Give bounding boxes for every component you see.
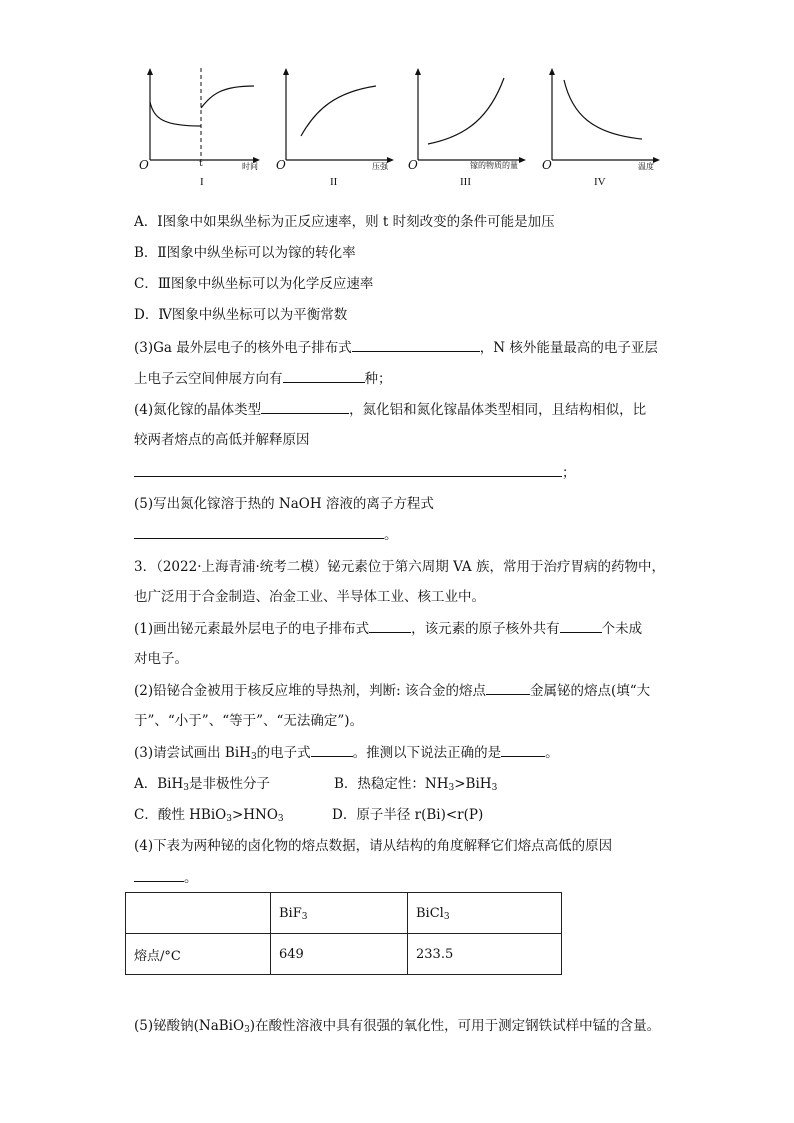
q5-end: 。 xyxy=(384,527,398,543)
s3-text-d: 。 xyxy=(545,745,559,761)
s1-blank-1[interactable] xyxy=(369,618,411,633)
s4-blank[interactable] xyxy=(134,867,184,882)
s3-option-c-sub1: 3 xyxy=(226,814,232,824)
s3-option-b-sub2: 3 xyxy=(491,783,498,793)
graph-ii-x-label: 压强 xyxy=(372,162,388,171)
q4-blank-2[interactable] xyxy=(134,462,562,477)
s1-text-a: (1)画出铋元素最外层电子的电子排布式 xyxy=(134,621,370,637)
graph-ii-plot xyxy=(266,64,402,174)
q4-line3 xyxy=(134,462,576,483)
table-header-row xyxy=(126,893,562,934)
s3-option-c xyxy=(134,805,284,825)
s3-option-d xyxy=(332,805,483,825)
s3-line1 xyxy=(134,742,559,763)
s3-blank-2[interactable] xyxy=(501,742,545,757)
s5-line1 xyxy=(134,1016,660,1036)
option-c-text: C．Ⅲ图象中纵坐标可以为化学反应速率 xyxy=(134,276,374,292)
graphs-row xyxy=(134,64,674,196)
s2-text-c: 于”、“小于”、“等于”、“无法确定”)。 xyxy=(134,713,364,729)
graph-ii-origin: O xyxy=(276,158,286,172)
s3-text-a: (3)请尝试画出 BiH xyxy=(134,745,251,761)
s4-end: 。 xyxy=(184,870,198,886)
s2-text-a: (2)铅铋合金被用于核反应堆的导热剂，判断: 该合金的熔点 xyxy=(134,683,486,699)
s3-option-b-text2: >BiH xyxy=(454,776,492,792)
table-header-bicl3-sub: 3 xyxy=(443,911,450,922)
graph-i-t-label: t xyxy=(199,159,203,169)
melting-point-table xyxy=(125,892,562,975)
s5-sub: 3 xyxy=(244,1025,250,1035)
table-header-bicl3-text: BiCl xyxy=(416,905,444,921)
s4-line1 xyxy=(134,836,612,856)
graph-iii xyxy=(398,64,534,196)
graph-iv-origin: O xyxy=(542,158,552,172)
graph-iv-roman: IV xyxy=(594,176,606,188)
q4-blank-1[interactable] xyxy=(261,399,349,414)
s3-options-row1 xyxy=(134,774,270,794)
q3-text-c: 上电子云空间伸展方向有 xyxy=(134,371,283,387)
option-c xyxy=(134,274,373,294)
s5-text-a: (5)铋酸钠(NaBiO xyxy=(134,1018,245,1034)
graph-iii-roman: III xyxy=(460,176,471,188)
s3-option-d-text: D．原子半径 r(Bi)<r(P) xyxy=(332,807,484,823)
graph-i-plot xyxy=(134,64,270,174)
option-d xyxy=(134,305,347,325)
q4-text-c: 较两者熔点的高低并解释原因 xyxy=(134,432,310,448)
s2-blank[interactable] xyxy=(486,680,530,695)
problem3-text-a: 3．（2022·上海青浦·统考二模）铋元素位于第六周期 VA 族，常用于治疗胃病的药物中， xyxy=(134,559,665,575)
graph-i-origin: O xyxy=(139,158,149,172)
graph-iv-plot xyxy=(532,64,668,174)
s3-blank-1[interactable] xyxy=(311,742,353,757)
s1-line1 xyxy=(134,618,642,639)
s3-sub-1: 3 xyxy=(250,752,257,762)
table-header-bif3-sub: 3 xyxy=(301,911,308,922)
s3-option-c-text1: C．酸性 HBiO xyxy=(134,807,227,823)
q5-line2 xyxy=(134,524,398,545)
q5-blank[interactable] xyxy=(134,524,384,539)
option-a xyxy=(134,212,555,232)
option-d-text: D．Ⅳ图象中纵坐标可以为平衡常数 xyxy=(134,307,348,323)
q3-line2 xyxy=(134,368,392,389)
s5-text-b: )在酸性溶液中具有很强的氧化性，可用于测定钢铁试样中锰的含量。 xyxy=(249,1018,661,1034)
option-b-text: B．Ⅱ图象中纵坐标可以为镓的转化率 xyxy=(134,245,356,261)
table-row xyxy=(126,934,562,975)
s3-text-b: 的电子式 xyxy=(256,745,311,761)
q5-text-a: (5)写出氮化镓溶于热的 NaOH 溶液的离子方程式 xyxy=(134,496,434,512)
table-cell-bif3: 649 xyxy=(271,934,408,975)
table-cell-bicl3: 233.5 xyxy=(408,934,562,975)
s3-option-a-text1: A．BiH xyxy=(134,776,184,792)
graph-i-x-label: 时间 xyxy=(242,162,258,171)
graph-iii-x-label: 镓的物质的量 xyxy=(470,161,518,170)
s4-text-a: (4)下表为两种铋的卤化物的熔点数据，请从结构的角度解释它们熔点高低的原因 xyxy=(134,838,613,854)
s3-option-b-text1: B．热稳定性：NH xyxy=(334,776,449,792)
s3-option-a xyxy=(134,776,270,792)
option-a-text: A．Ⅰ图象中如果纵坐标为正反应速率，则 t 时刻改变的条件可能是加压 xyxy=(134,214,555,230)
graph-iv-x-label: 温度 xyxy=(638,162,654,171)
s4-line2 xyxy=(134,867,198,888)
s3-option-b-sub1: 3 xyxy=(448,783,455,793)
graph-ii xyxy=(266,64,402,196)
graph-iv xyxy=(532,64,668,196)
q3-text-b: ，N 核外能量最高的电子亚层 xyxy=(479,340,658,356)
q4-text-a: (4)氮化镓的晶体类型 xyxy=(134,402,262,418)
s1-text-b: ，该元素的原子核外共有 xyxy=(411,621,560,637)
graph-iii-plot xyxy=(398,64,534,174)
table-header-bicl3 xyxy=(408,893,562,934)
graph-i-roman: I xyxy=(200,176,204,188)
problem3-line1 xyxy=(134,557,665,577)
q4-end: ； xyxy=(562,465,576,481)
q4-text-b: ，氮化铝和氮化镓晶体类型相同，且结构相似，比 xyxy=(349,402,647,418)
graph-iii-origin: O xyxy=(408,158,418,172)
s2-line1 xyxy=(134,680,650,701)
s1-text-d: 对电子。 xyxy=(134,651,188,667)
s3-option-b xyxy=(334,774,497,794)
table-row-label: 熔点/°C xyxy=(126,934,271,975)
s1-blank-2[interactable] xyxy=(560,618,602,633)
s2-text-b: 金属铋的熔点(填“大 xyxy=(529,683,651,699)
s3-option-c-text2: >HNO xyxy=(231,807,278,823)
q3-text-a: (3)Ga 最外层电子的核外电子排布式 xyxy=(134,340,352,356)
s3-option-a-sub: 3 xyxy=(183,783,189,793)
s3-option-c-sub2: 3 xyxy=(277,814,284,824)
s1-line2 xyxy=(134,649,188,669)
s3-text-c: 。推测以下说法正确的是 xyxy=(352,745,502,761)
q5-line1 xyxy=(134,494,434,514)
graph-i xyxy=(134,64,270,196)
q3-text-d: 种； xyxy=(364,371,392,387)
q3-blank-2[interactable] xyxy=(283,368,365,383)
q3-blank-1[interactable] xyxy=(352,337,480,352)
table-header-bif3 xyxy=(271,893,408,934)
problem3-line2 xyxy=(134,587,485,607)
s3-option-a-text2: 是非极性分子 xyxy=(189,776,270,792)
q4-line1 xyxy=(134,399,646,420)
s2-line2 xyxy=(134,711,363,731)
graph-ii-roman: II xyxy=(330,176,338,188)
q3-line1 xyxy=(134,337,658,358)
s1-text-c: 个未成 xyxy=(601,621,643,637)
table-header-bif3-text: BiF xyxy=(279,905,302,921)
option-b xyxy=(134,243,356,263)
q4-line2 xyxy=(134,430,310,450)
table-header-empty xyxy=(126,893,271,934)
problem3-text-b: 也广泛用于合金制造、冶金工业、半导体工业、核工业中。 xyxy=(134,589,485,605)
